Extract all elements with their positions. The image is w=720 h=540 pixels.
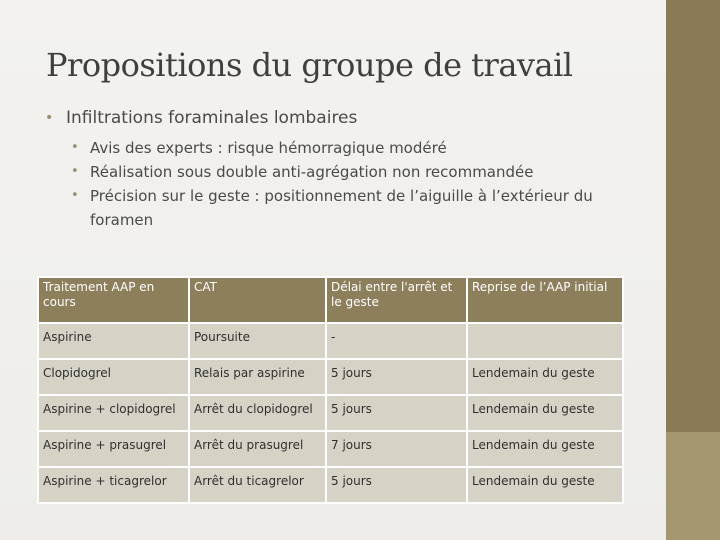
cell-cat: Arrêt du ticagrelor (189, 467, 326, 503)
cell-treatment: Aspirine + prasugrel (38, 431, 189, 467)
cell-cat: Poursuite (189, 323, 326, 359)
bullet-dot-icon: • (71, 188, 79, 203)
sub-bullet-text: Précision sur le geste : positionnement de l’aiguille à l’extérieur du foramen (90, 187, 593, 229)
bullet-main-text: Infiltrations foraminales lombaires (66, 108, 358, 128)
header-treatment: Traitement AAP en cours (38, 277, 189, 323)
cell-delay: 7 jours (326, 431, 467, 467)
table-row (38, 359, 623, 395)
cell-cat: Arrêt du clopidogrel (189, 395, 326, 431)
table-row (38, 323, 623, 359)
cell-resumption: Lendemain du geste (467, 467, 623, 503)
table-header-row (38, 277, 623, 323)
cell-delay: 5 jours (326, 467, 467, 503)
bullet-dot-icon: • (71, 164, 79, 179)
treatment-table (37, 276, 624, 504)
sub-bullet (30, 160, 650, 184)
cell-treatment: Aspirine + ticagrelor (38, 467, 189, 503)
side-decoration-accent (666, 432, 720, 540)
slide-title: Propositions du groupe de travail (46, 46, 573, 84)
cell-cat: Relais par aspirine (189, 359, 326, 395)
cell-delay: - (326, 323, 467, 359)
bullet-dot-icon: • (45, 110, 54, 126)
cell-treatment: Aspirine (38, 323, 189, 359)
cell-delay: 5 jours (326, 395, 467, 431)
sub-bullet-text: Avis des experts : risque hémorragique modéré (90, 139, 447, 157)
cell-treatment: Aspirine + clopidogrel (38, 395, 189, 431)
sub-bullet-list (30, 136, 650, 232)
cell-delay: 5 jours (326, 359, 467, 395)
header-delay: Délai entre l'arrêt et le geste (326, 277, 467, 323)
table-row (38, 395, 623, 431)
header-cat: CAT (189, 277, 326, 323)
cell-resumption: Lendemain du geste (467, 431, 623, 467)
cell-cat: Arrêt du prasugrel (189, 431, 326, 467)
sub-bullet (30, 136, 650, 160)
cell-resumption (467, 323, 623, 359)
table-row (38, 431, 623, 467)
bullet-dot-icon: • (71, 140, 79, 155)
table-row (38, 467, 623, 503)
sub-bullet (30, 184, 650, 232)
cell-treatment: Clopidogrel (38, 359, 189, 395)
bullet-main (30, 104, 650, 132)
cell-resumption: Lendemain du geste (467, 395, 623, 431)
header-resumption: Reprise de l’AAP initial (467, 277, 623, 323)
sub-bullet-text: Réalisation sous double anti-agrégation non recommandée (90, 163, 534, 181)
cell-resumption: Lendemain du geste (467, 359, 623, 395)
bullet-list (30, 104, 650, 232)
